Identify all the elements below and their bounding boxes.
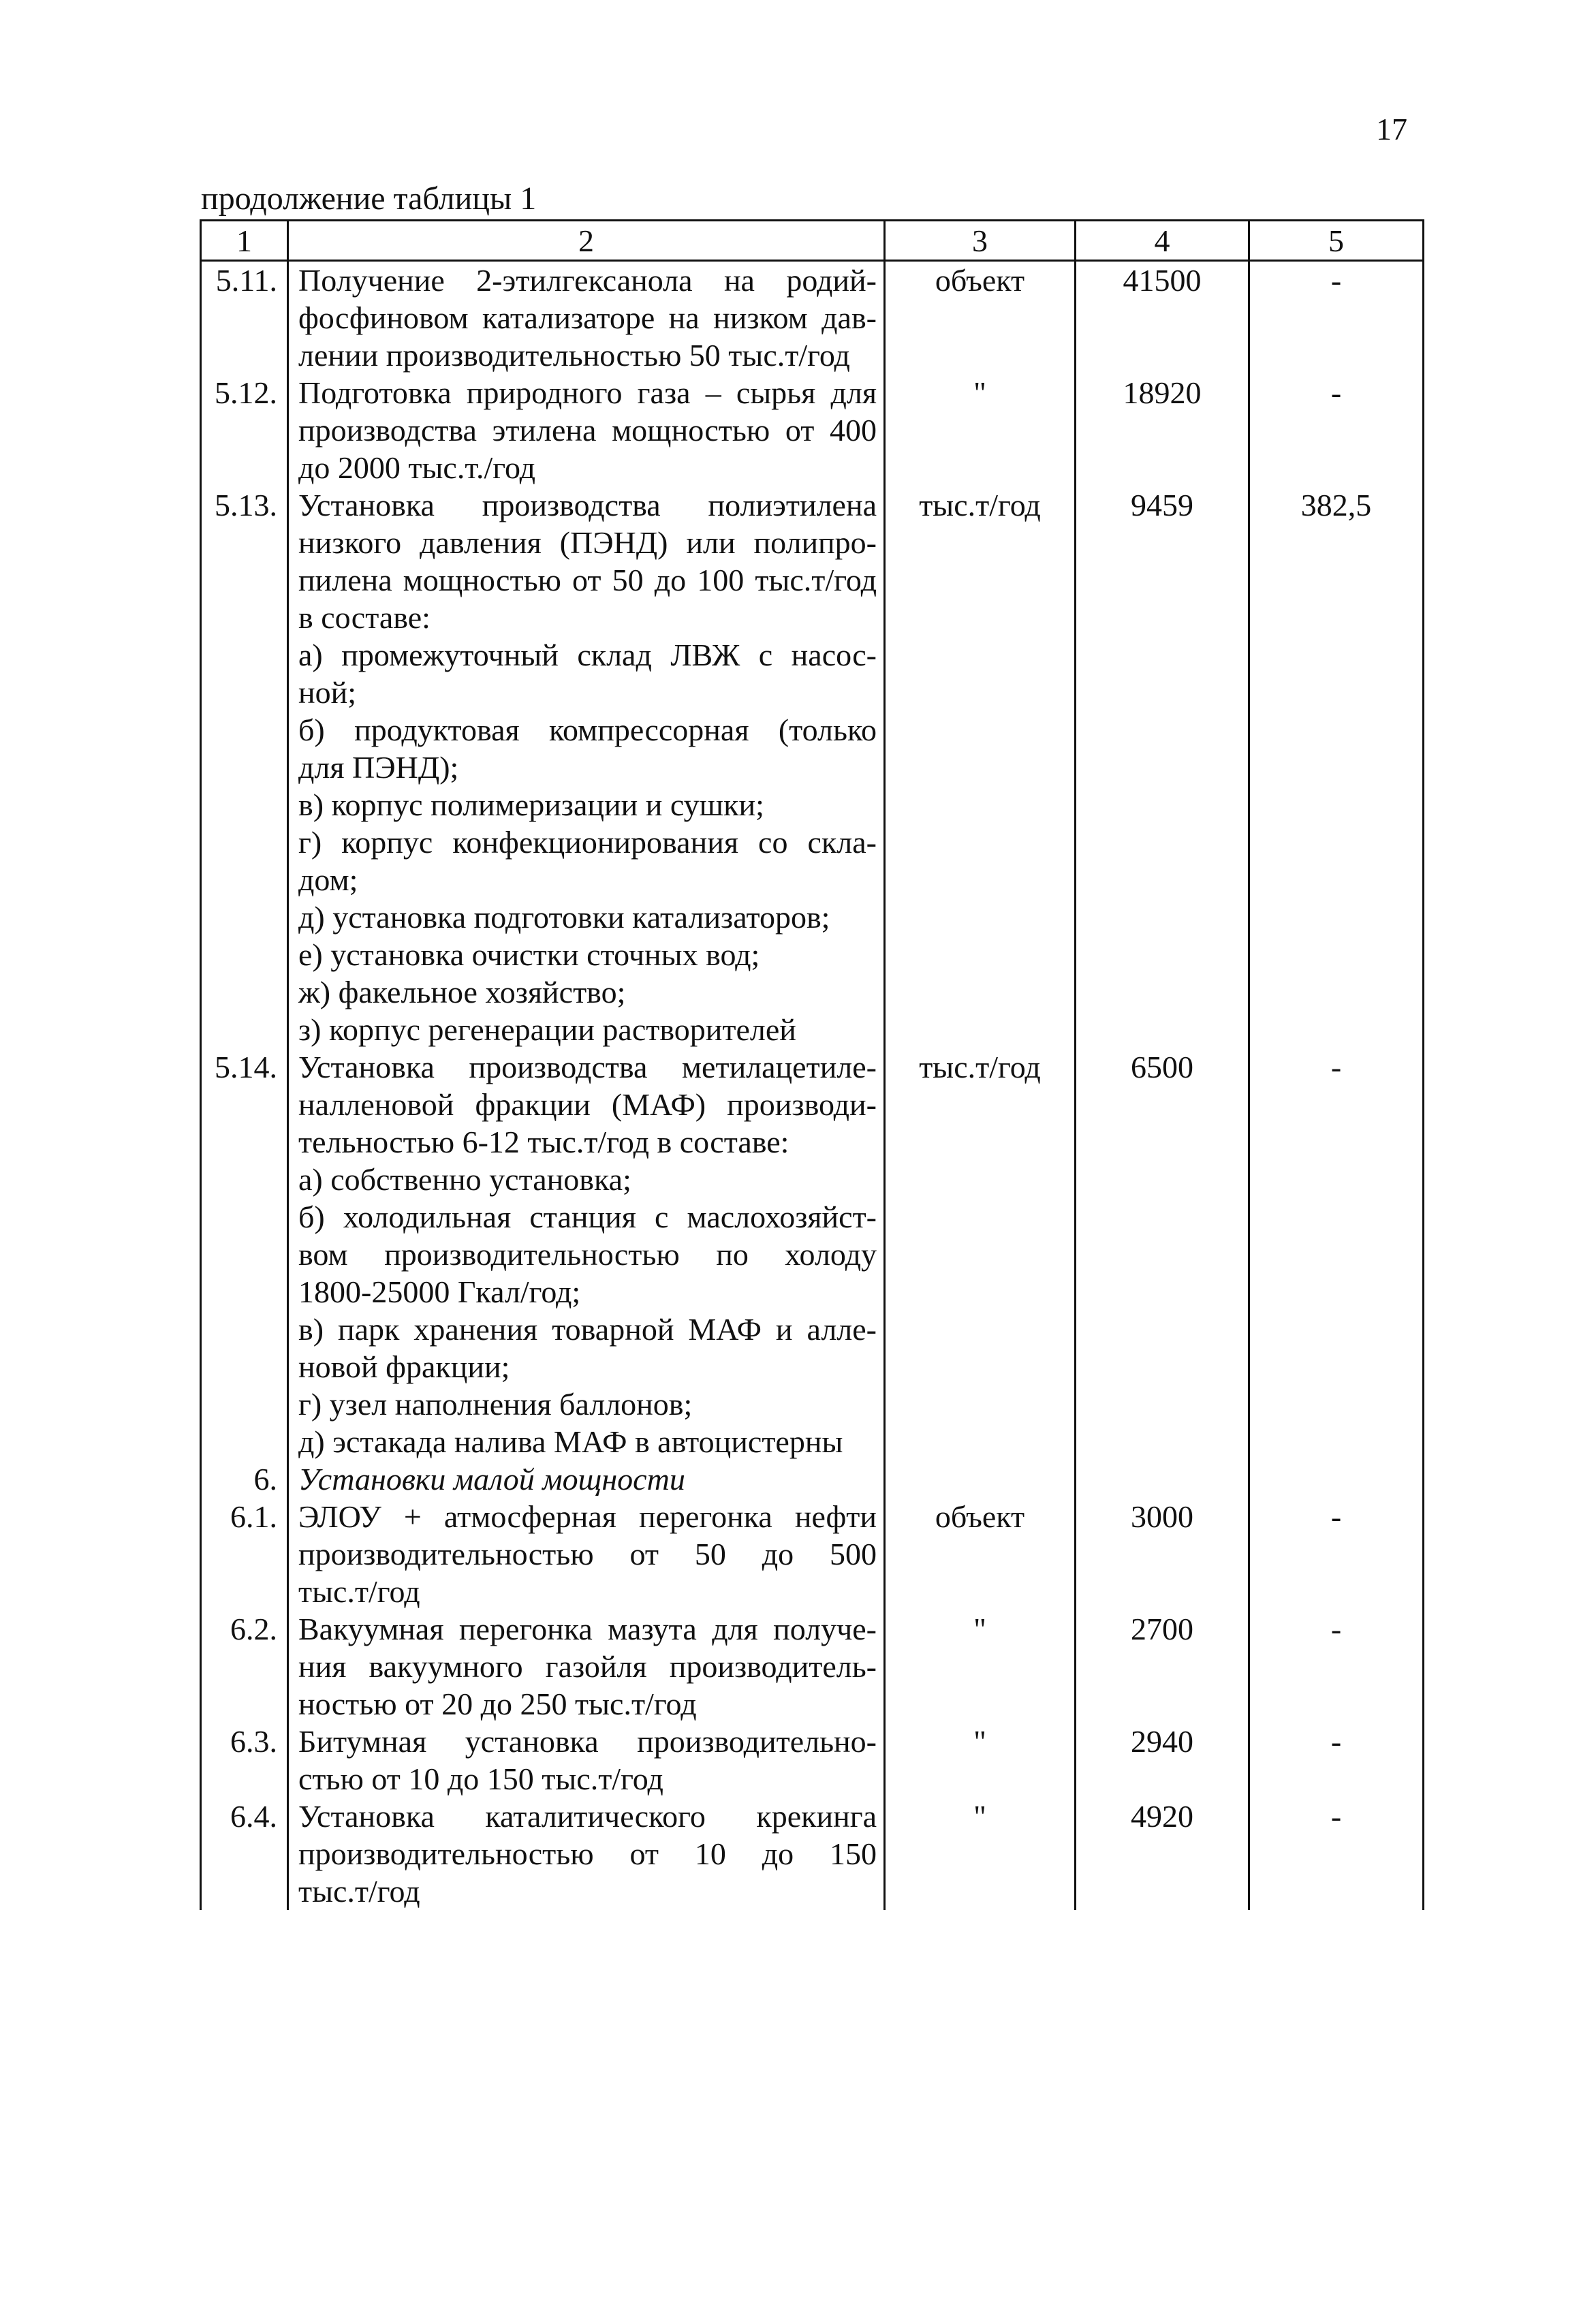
description-line: стью от 10 до 150 тыс.т/год <box>298 1761 663 1796</box>
item-description <box>288 1610 885 1723</box>
description-line: низкого давления (ПЭНД) или полипро- <box>298 525 877 560</box>
description-line: Установка производства полиэтилена <box>298 488 877 522</box>
table-row <box>201 1048 1424 1460</box>
description-line: б) продуктовая компрессорная (только <box>298 712 877 747</box>
item-cost: 4920 <box>1076 1798 1249 1910</box>
table-row <box>201 1723 1424 1798</box>
description-line: г) корпус конфекционирования со скла- <box>298 825 877 860</box>
item-description <box>288 1723 885 1798</box>
description-line: ния вакуумного газойля производитель- <box>298 1649 877 1684</box>
item-cost: 3000 <box>1076 1498 1249 1610</box>
description-line: в) корпус полимеризации и сушки; <box>298 787 764 822</box>
item-cost <box>1076 1460 1249 1498</box>
item-unit: тыс.т/год <box>885 486 1076 1048</box>
header-row <box>201 221 1424 261</box>
continuation-table <box>200 219 1424 1910</box>
description-line: новой фракции; <box>298 1349 510 1384</box>
item-cost: 2940 <box>1076 1723 1249 1798</box>
item-unit: " <box>885 1610 1076 1723</box>
item-number: 6.3. <box>201 1723 288 1798</box>
item-number: 5.13. <box>201 486 288 1048</box>
section-row <box>201 1460 1424 1498</box>
description-line: з) корпус регенерации растворителей <box>298 1012 796 1047</box>
item-number: 6.2. <box>201 1610 288 1723</box>
description-line: в составе: <box>298 600 431 635</box>
description-line: ностью от 20 до 250 тыс.т/год <box>298 1687 697 1721</box>
description-line: ной; <box>298 675 357 710</box>
description-line: е) установка очистки сточных вод; <box>298 937 760 972</box>
item-unit: " <box>885 1798 1076 1910</box>
description-line: Битумная установка производительно- <box>298 1724 877 1759</box>
item-extra: - <box>1249 1610 1424 1723</box>
item-extra: 382,5 <box>1249 486 1424 1048</box>
item-unit <box>885 1460 1076 1498</box>
header-cell-4: 4 <box>1076 221 1249 261</box>
item-description <box>288 261 885 375</box>
item-cost: 6500 <box>1076 1048 1249 1460</box>
item-number: 5.14. <box>201 1048 288 1460</box>
item-extra: - <box>1249 1048 1424 1460</box>
table-row <box>201 374 1424 486</box>
item-unit: " <box>885 1723 1076 1798</box>
description-line: Вакуумная перегонка мазута для получе- <box>298 1612 877 1646</box>
description-line: дом; <box>298 862 358 897</box>
section-title <box>288 1460 885 1498</box>
item-description <box>288 486 885 1048</box>
table-row <box>201 1798 1424 1910</box>
description-line: для ПЭНД); <box>298 750 459 785</box>
item-unit: " <box>885 374 1076 486</box>
description-line: производительностью от 10 до 150 <box>298 1836 877 1871</box>
description-line: Получение 2-этилгексанола на родий- <box>298 263 877 298</box>
table-caption: продолжение таблицы 1 <box>201 181 537 217</box>
description-line: Установка производства метилацетиле- <box>298 1050 877 1084</box>
item-unit: объект <box>885 261 1076 375</box>
item-extra <box>1249 1460 1424 1498</box>
description-line: налленовой фракции (МАФ) производи- <box>298 1087 877 1122</box>
description-line: 1800-25000 Гкал/год; <box>298 1274 581 1309</box>
item-number: 6.4. <box>201 1798 288 1910</box>
description-line: тыс.т/год <box>298 1574 420 1609</box>
item-cost: 9459 <box>1076 486 1249 1048</box>
description-line: тельностью 6-12 тыс.т/год в составе: <box>298 1125 789 1159</box>
header-cell-2: 2 <box>288 221 885 261</box>
description-line: д) установка подготовки катализаторов; <box>298 900 830 935</box>
table-row <box>201 1610 1424 1723</box>
description-line: в) парк хранения товарной МАФ и алле- <box>298 1312 877 1347</box>
item-extra: - <box>1249 1723 1424 1798</box>
item-cost: 18920 <box>1076 374 1249 486</box>
item-cost: 41500 <box>1076 261 1249 375</box>
item-cost: 2700 <box>1076 1610 1249 1723</box>
description-line: фосфиновом катализаторе на низком дав- <box>298 300 877 335</box>
item-description <box>288 1498 885 1610</box>
description-line: а) промежуточный склад ЛВЖ с насос- <box>298 638 877 672</box>
item-extra: - <box>1249 1498 1424 1610</box>
table-row <box>201 486 1424 1048</box>
item-number: 5.11. <box>201 261 288 375</box>
item-number: 6.1. <box>201 1498 288 1610</box>
description-line: производительностью от 50 до 500 <box>298 1537 877 1571</box>
item-description <box>288 374 885 486</box>
item-number: 5.12. <box>201 374 288 486</box>
table-row <box>201 261 1424 375</box>
page-number: 17 <box>1376 112 1407 146</box>
description-line: д) эстакада налива МАФ в автоцистерны <box>298 1424 843 1459</box>
description-line: а) собственно установка; <box>298 1162 631 1197</box>
description-line: г) узел наполнения баллонов; <box>298 1387 693 1422</box>
item-unit: тыс.т/год <box>885 1048 1076 1460</box>
description-line: ЭЛОУ + атмосферная перегонка нефти <box>298 1499 877 1534</box>
item-extra: - <box>1249 1798 1424 1910</box>
description-line: пилена мощностью от 50 до 100 тыс.т/год <box>298 563 877 597</box>
section-number: 6. <box>201 1460 288 1498</box>
item-extra: - <box>1249 374 1424 486</box>
item-description <box>288 1048 885 1460</box>
header-cell-1: 1 <box>201 221 288 261</box>
description-line: б) холодильная станция с маслохозяйст- <box>298 1200 877 1234</box>
description-line: тыс.т/год <box>298 1874 420 1909</box>
header-cell-5: 5 <box>1249 221 1424 261</box>
header-cell-3: 3 <box>885 221 1076 261</box>
table-row <box>201 1498 1424 1610</box>
item-unit: объект <box>885 1498 1076 1610</box>
description-line: до 2000 тыс.т./год <box>298 450 536 485</box>
description-line: Установки малой мощности <box>298 1462 685 1496</box>
description-line: производства этилена мощностью от 400 <box>298 413 877 448</box>
description-line: ж) факельное хозяйство; <box>298 975 626 1009</box>
description-line: лении производительностью 50 тыс.т/год <box>298 338 850 373</box>
item-extra: - <box>1249 261 1424 375</box>
description-line: Установка каталитического крекинга <box>298 1799 877 1834</box>
description-line: вом производительностью по холоду <box>298 1237 877 1272</box>
item-description <box>288 1798 885 1910</box>
description-line: Подготовка природного газа – сырья для <box>298 375 877 410</box>
